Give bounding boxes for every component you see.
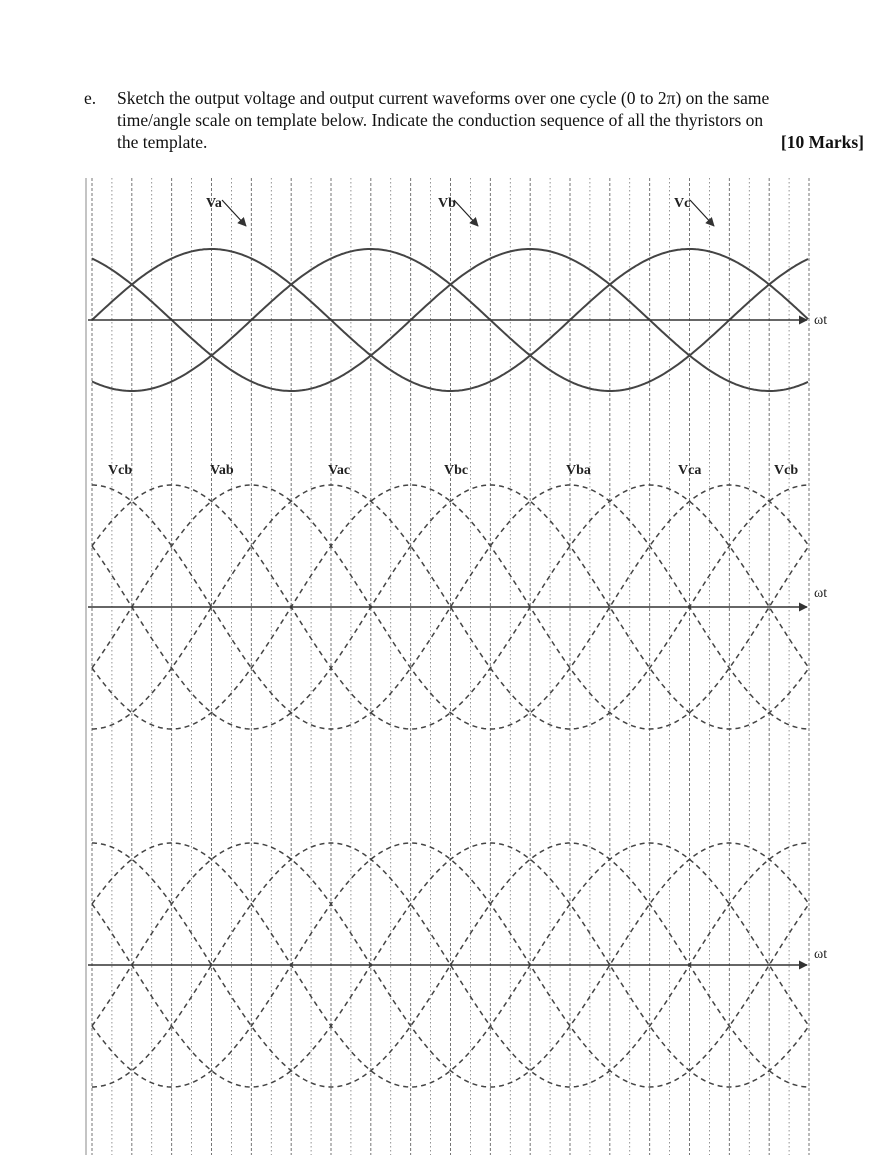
line-panel-axis-label: ωt xyxy=(814,586,828,601)
line-label-1: Vab xyxy=(210,463,234,478)
line-label-3: Vbc xyxy=(444,463,469,478)
question-line-3: the template. xyxy=(117,132,208,152)
question-line-1: Sketch the output voltage and output current waveforms over one cycle (0 to 2π) on the same xyxy=(117,88,770,108)
output-current-panel xyxy=(88,843,827,1087)
marks-label: [10 Marks] xyxy=(780,132,864,152)
phase-pointer-1 xyxy=(454,200,478,226)
question-line-2: time/angle scale on template below. Indicate the conduction sequence of all the thyristors on xyxy=(117,110,764,130)
phase-label-va: Va xyxy=(206,196,222,211)
phase-panel-axis-label: ωt xyxy=(814,313,828,328)
phase-label-vc: Vc xyxy=(674,196,691,211)
line-label-6: Vcb xyxy=(774,463,799,478)
line-label-4: Vba xyxy=(566,463,591,478)
current-panel-axis-label: ωt xyxy=(814,947,828,962)
question-marker: e. xyxy=(84,88,97,108)
line-label-2: Vac xyxy=(328,463,351,478)
phase-label-vb: Vb xyxy=(438,196,456,211)
phase-pointer-0 xyxy=(222,200,246,226)
phase-voltage-panel xyxy=(88,196,827,391)
line-label-0: Vcb xyxy=(108,463,133,478)
line-label-5: Vca xyxy=(678,463,702,478)
grid-lines xyxy=(86,178,809,1155)
line-voltage-panel xyxy=(88,463,827,729)
phase-pointer-2 xyxy=(690,200,714,226)
